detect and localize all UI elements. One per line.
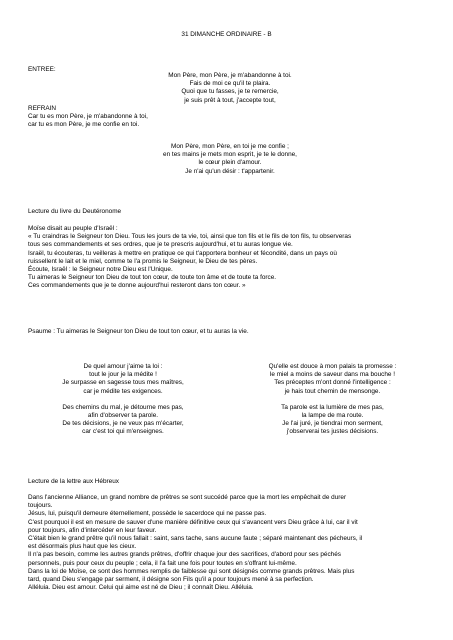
stanza-line: j'observerai tes justes décisions.	[286, 428, 379, 436]
text-line: « Tu craindras le Seigneur ton Dieu. Tous les jours de ta vie, toi, ainsi que ton fils et le fils de ton fils, tu observeras	[28, 233, 352, 241]
text-line: tous ses commandements et ses ordres, que je te prescris aujourd'hui, et tu auras longue vie.	[28, 241, 293, 249]
stanza-line: je hais tout chemin de mensonge.	[284, 387, 381, 395]
stanza-line: car je médite tes exigences.	[83, 387, 163, 395]
verse-line: Mon Père, mon Père, je m'abandonne à toi.	[168, 72, 292, 79]
verse-line: Je n'ai qu'un désir : t'appartenir.	[185, 167, 275, 175]
lecture-1-text	[28, 225, 438, 291]
stanza-line: Je l'ai juré, je tiendrai mon serment,	[282, 420, 383, 428]
page-title: 31 DIMANCHE ORDINAIRE - B	[181, 31, 272, 38]
refrain-block	[28, 105, 148, 130]
stanza-line: tout le jour je la médite !	[89, 371, 157, 379]
verse-line: Mon Père, mon Père, en toi je me confie ;	[171, 143, 289, 150]
stanza	[28, 363, 218, 396]
stanza	[28, 404, 218, 437]
text-line: Jésus, lui, puisqu'il demeure éternellement, possède le sacerdoce qui ne passe pas.	[28, 510, 267, 518]
stanza-line: le miel a moins de saveur dans ma bouche !	[269, 371, 396, 379]
text-line: personnels, puis pour ceux du peuple ; cela, il l'a fait une fois pour toutes en s'offrant lui-même.	[28, 559, 297, 567]
psaume-line: Psaume : Tu aimeras le Seigneur ton Dieu de tout ton cœur, et tu auras la vie.	[28, 328, 249, 335]
lecture-1-heading: Lecture du livre du Deutéronome	[28, 208, 122, 215]
text-line: Dans l'ancienne Alliance, un grand nombre de prêtres se sont succédé parce que la mort les empêchait de durer	[28, 494, 347, 501]
lecture-2-text	[28, 494, 443, 592]
text-line: pour toujours, afin d'intercéder en leur faveur.	[28, 526, 157, 534]
text-line: C'était bien le grand prêtre qu'il nous fallait : saint, sans tache, sans aucune faute ; séparé maintenant des pécheurs, il	[28, 535, 363, 543]
verse-line: je suis prêt à tout, j'accepte tout,	[184, 96, 276, 104]
entree-label: ENTREE:	[28, 66, 56, 73]
text-line: Dans la loi de Moïse, ce sont des hommes remplis de faiblesse qui sont désignés comme grands prêtres. Mais plus	[28, 567, 355, 575]
stanza-line: Je surpasse en sagesse tous mes maîtres,	[62, 379, 184, 387]
lecture-2-heading: Lecture de la lettre aux Hébreux	[28, 478, 119, 485]
refrain-line: Car tu es mon Père, je m'abandonne à toi,	[28, 113, 148, 121]
stanza	[235, 363, 430, 396]
verse-line: en tes mains je mets mon esprit, je te le donne,	[163, 151, 297, 159]
stanza-line: Des chemins du mal, je détourne mes pas,	[62, 403, 184, 411]
psaume-right-column	[235, 363, 430, 445]
stanza-line: afin d'observer ta parole.	[87, 412, 159, 420]
entree-verse-1	[80, 72, 380, 105]
stanza-line: la lampe de ma route.	[301, 412, 364, 420]
stanza-line: Qu'elle est douce à mon palais ta promesse :	[268, 363, 397, 370]
stanza-line: Tes préceptes m'ont donné l'intelligence :	[274, 379, 391, 387]
verse-line: Quoi que tu fasses, je te remercie,	[181, 88, 279, 96]
text-line: Écoute, Israël : le Seigneur notre Dieu est l'Unique.	[28, 266, 173, 274]
stanza-line: De tes décisions, je ne veux pas m'écarter,	[62, 420, 184, 428]
text-line: Moïse disait au peuple d'Israël :	[28, 225, 118, 232]
text-line: Ces commandements que je te donne aujourd'hui resteront dans ton cœur. »	[28, 282, 246, 290]
text-line: Alléluia. Dieu est amour. Celui qui aime est né de Dieu ; il connaît Dieu. Alléluia.	[28, 584, 254, 592]
text-line: Il n'a pas besoin, comme les autres grands prêtres, d'offrir chaque jour des sacrifices, d'abord pour ses péchés	[28, 551, 341, 559]
verse-line: le cœur plein d'amour.	[198, 159, 262, 167]
text-line: tard, quand Dieu s'engage par serment, il désigne son Fils qu'il a pour toujours mené à sa perfection.	[28, 576, 314, 584]
stanza-line: car c'est toi qui m'enseignes.	[82, 428, 164, 436]
text-line: Israël, tu écouteras, tu veilleras à mettre en pratique ce qui t'apportera bonheur et fécondité, dans un pays où	[28, 249, 337, 257]
entree-verse-2	[80, 143, 380, 176]
text-line: C'est pourquoi il est en mesure de sauver d'une manière définitive ceux qui s'avancent vers Dieu grâce à lui, car il vit	[28, 518, 358, 526]
stanza-line: Ta parole est la lumière de mes pas,	[281, 403, 384, 411]
refrain-label: REFRAIN	[28, 105, 57, 112]
text-line: est désormais plus haut que les cieux.	[28, 543, 137, 551]
text-line: toujours.	[28, 502, 53, 510]
stanza-line: De quel amour j'aime ta loi :	[83, 363, 163, 370]
text-line: Tu aimeras le Seigneur ton Dieu de tout ton cœur, de toute ton âme et de toute ta force.	[28, 274, 277, 282]
stanza	[235, 404, 430, 437]
psaume-left-column	[28, 363, 218, 445]
refrain-line: car tu es mon Père, je me confie en toi.	[28, 121, 140, 129]
verse-line: Fais de moi ce qu'il te plaira.	[189, 80, 271, 88]
text-line: ruissellent le lait et le miel, comme te l'a promis le Seigneur, le Dieu de tes pères.	[28, 257, 258, 265]
